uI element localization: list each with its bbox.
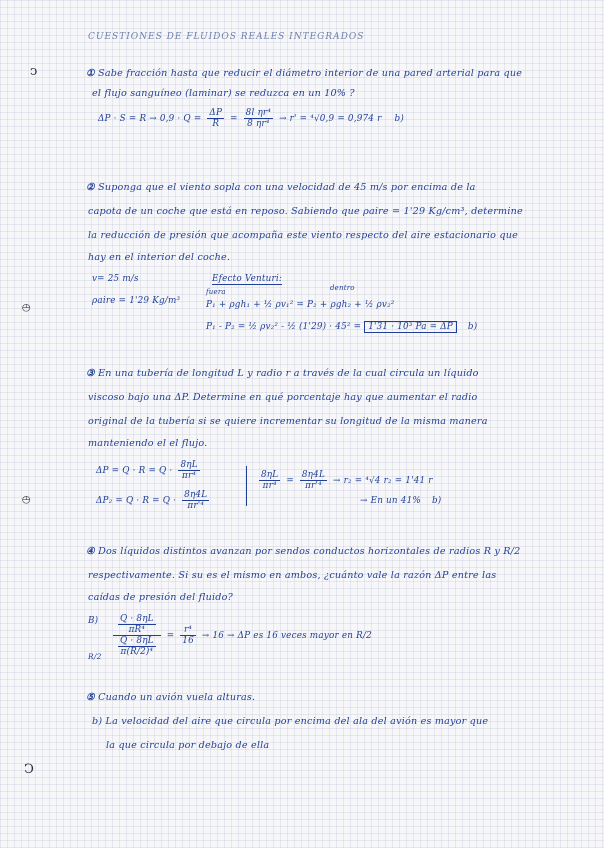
question-2-statement-line3: la reducción de presión que acompaña este viento respecto del aire estacionario que (88, 230, 519, 241)
question-3-equation-2: ΔP₂ = Q · R = Q · $\frac{8\eta 4L}{\text{πr'⁴}}$ (96, 490, 208, 511)
question-1-statement-line2: el flujo sanguíneo (laminar) se reduzca en un 10% ? (92, 88, 355, 99)
pressure-result: P₁ - P₂ = ½ ρv₂² - ½ (1'29) · 45² = 1'31 · 10³ Pa = ΔP b) (206, 322, 478, 332)
given-velocity: v= 25 m/s (92, 274, 139, 284)
answer-label: b) (394, 114, 404, 124)
label-fuera: fuera (206, 288, 226, 296)
question-2-statement-line2: capota de un coche que está en reposo. Sabiendo que ρaire = 1'29 Kg/cm³, determine (88, 206, 523, 217)
margin-mark: Ↄ (24, 762, 34, 777)
question-3-statement-line4: manteniendo el el flujo. (88, 438, 208, 449)
question-2-statement-line1: ② Suponga que el viento sopla con una velocidad de 45 m/s por encima de la (86, 182, 476, 193)
question-4-statement-line3: caídas de presión del fluido? (88, 592, 233, 603)
binder-hole-icon: ⦺ (22, 492, 31, 507)
question-4-statement-line2: respectivamente. Si su es el mismo en ambos, ¿cuánto vale la razón ΔP entre las (88, 570, 497, 581)
question-3-conclusion: → En un 41% b) (360, 496, 442, 506)
question-number: ④ (86, 546, 95, 557)
question-1-statement-line1: ① Sabe fracción hasta que reducir el diámetro interior de una pared arterial para que (86, 68, 523, 79)
question-number: ③ (86, 368, 95, 379)
question-3-statement-line3: original de la tubería si se quiere incrementar su longitud de la misma manera (88, 416, 488, 427)
boxed-answer: 1'31 · 10³ Pa = ΔP (364, 321, 457, 333)
divider-line (246, 466, 247, 506)
principle-label: Efecto Venturi: (212, 274, 283, 284)
question-4-option-label: B) (88, 616, 99, 626)
question-4-statement-line1: ④ Dos líquidos distintos avanzan por sendos conductos horizontales de radios R y R/2 (86, 546, 521, 557)
answer-label: b) (467, 322, 478, 332)
question-5-statement-line1: ⑤ Cuando un avión vuela alturas. (86, 692, 256, 703)
margin-mark: ↄ (30, 64, 38, 79)
question-2-statement-line4: hay en el interior del coche. (88, 252, 231, 263)
question-number: ① (86, 68, 95, 79)
question-number: ② (86, 182, 95, 193)
binder-hole-icon: ⦺ (22, 300, 31, 315)
question-1-equation: ΔP · S = R → 0,9 · Q = $\frac{\Delta P}{R}$ = $\frac{\text{8l ηr⁴}}{\text{8 ηr⁴}}$ → r' = ⁴√0,9 = 0,974 r b) (98, 108, 404, 129)
page-title: CUESTIONES DE FLUIDOS REALES INTEGRADOS (88, 32, 365, 42)
question-3-statement-line1: ③ En una tubería de longitud L y radio r a través de la cual circula un líquido (86, 368, 479, 379)
question-3-ratio: $\frac{8\eta L}{\text{πr⁴}}$ = $\frac{8\eta 4L}{\text{πr'⁴}}$ → r₂ = ⁴√4 r₂ = 1'41 r (261, 470, 433, 491)
bernoulli-equation: P₁ + ρgh₁ + ½ ρv₁² = P₂ + ρgh₂ + ½ ρv₂² (206, 300, 395, 310)
question-5-answer-line1: b) La velocidad del aire que circula por encima del ala del avión es mayor que (92, 716, 489, 727)
given-density: ρaire = 1'29 Kg/m³ (92, 296, 181, 306)
question-3-statement-line2: viscoso bajo una ΔP. Determine en qué porcentaje hay que aumentar el radio (88, 392, 478, 403)
question-4-r2-label: R/2 (88, 652, 102, 661)
question-number: ⑤ (86, 692, 95, 703)
question-5-answer-line2: la que circula por debajo de ella (106, 740, 270, 751)
question-3-equation-1: ΔP = Q · R = Q · $\frac{8\eta L}{\text{πr⁴}}$ (96, 460, 198, 481)
question-4-equation: $\frac{\frac{Q \cdot 8\eta L}{\text{πR⁴}}}{\frac{Q \cdot 8\eta L}{\text{π(R/2)⁴}}}$ = $\frac{\text{r⁴}}{16}$ → 16 → ΔP es 16 veces mayor en R/2 (110, 614, 372, 657)
label-dentro: dentro (330, 284, 355, 292)
answer-label: b) (431, 496, 442, 506)
